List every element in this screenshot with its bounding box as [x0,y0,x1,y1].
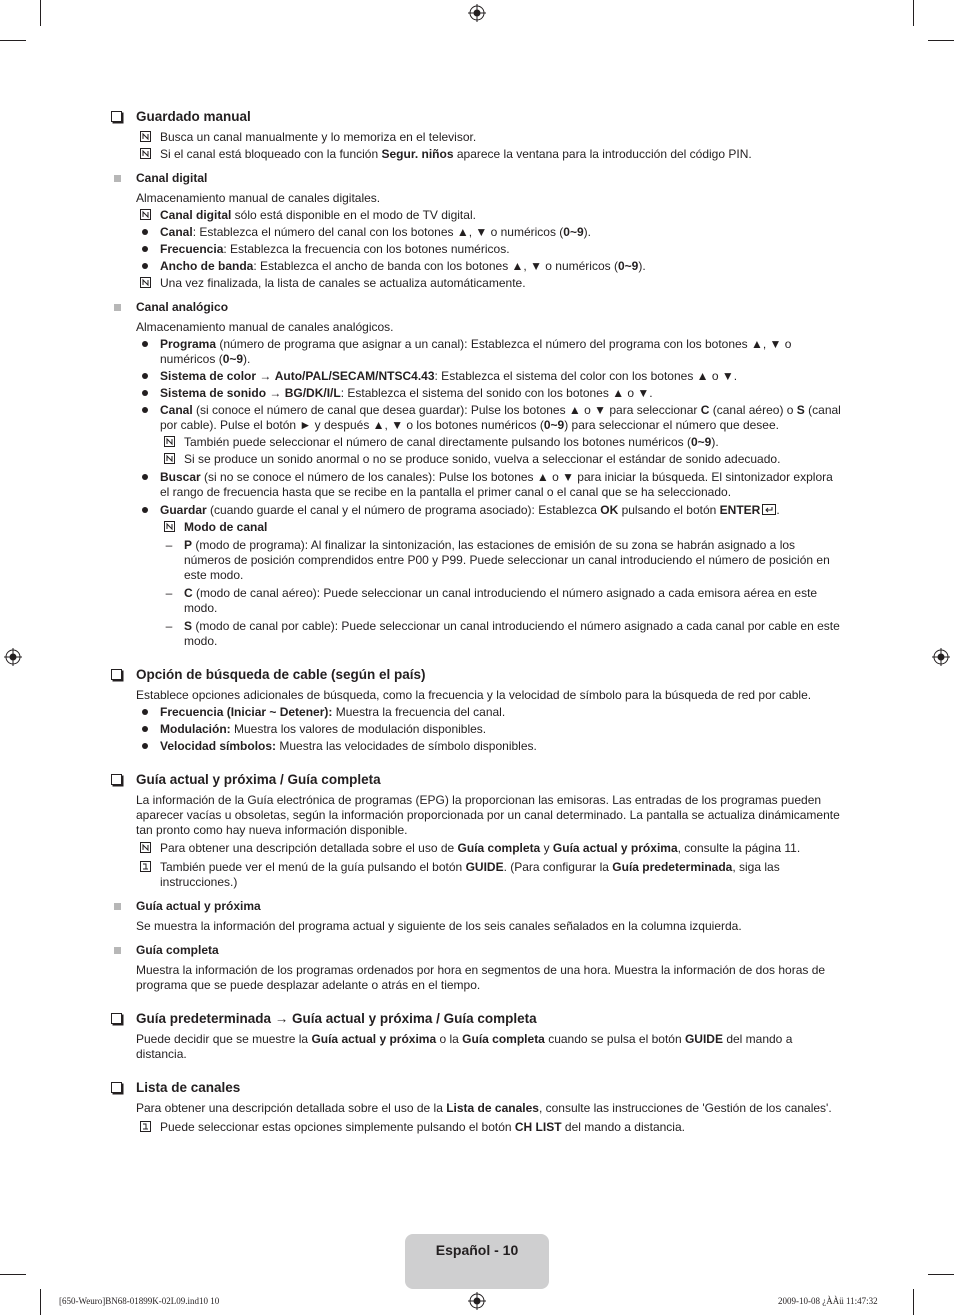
tip-item: También puede ver el menú de la guía pulsando el botón GUIDE. (Para configurar la Guía predeterminada, siga las instrucciones.) [110,860,845,890]
note-item: Si se produce un sonido anormal o no se produce sonido, vuelva a seleccionar el estándar de sonido adecuado. [110,452,845,467]
checkbox-bullet-icon [111,1082,122,1093]
crop-mark [0,40,26,41]
checkbox-bullet-icon [111,1013,122,1024]
bullet-icon [142,373,148,379]
note-icon [164,521,175,532]
crop-mark [928,1274,954,1275]
dash-item: – S (modo de canal por cable): Puede seleccionar un canal introduciendo el número asignado a cada canal por cable en este modo. [110,619,845,649]
page-number-tab: Español - 10 [405,1234,549,1289]
note-item: Si el canal está bloqueado con la función Segur. niños aparece la ventana para la introducción del código PIN. [110,147,845,162]
note-icon [140,209,151,220]
dash-item: – P (modo de programa): Al finalizar la sintonización, las estaciones de emisión de su zona se habrán asignado a los números de posición comprendidos entre P00 y P99. Puede seleccionar un canal introduciendo el número de posición en este modo. [110,538,845,583]
bullet-item: Frecuencia (Iniciar ~ Detener): Muestra la frecuencia del canal. [110,705,845,720]
paragraph: Establece opciones adicionales de búsqueda, como la frecuencia y la velocidad de símbolo para la búsqueda de red por cable. [136,688,812,702]
note-icon [140,131,151,142]
crop-mark [913,0,914,26]
note-icon [164,453,175,464]
section-heading: Guardado manual [110,108,845,125]
bullet-icon [142,263,148,269]
crop-mark [913,1289,914,1315]
square-bullet-icon [114,175,121,182]
paragraph: La información de la Guía electrónica de programas (EPG) la proporcionan las emisoras. Las entradas de los programas pueden aparecer vacías u obsoletas, según la información proporcionada por un canal determinado. La pantalla se actualiza dinámicamente tan pronto como hay nueva información disponible. [136,793,840,837]
registration-mark-icon [932,648,950,666]
footer-file-info: [650-Weuro]BN68-01899K-02L09.ind10 10 [59,1296,220,1306]
section-heading: Opción de búsqueda de cable (según el país) [110,666,845,683]
note-icon [164,436,175,447]
bullet-icon [142,246,148,252]
bullet-icon [142,726,148,732]
subsection-heading: Guía actual y próxima [110,899,845,914]
registration-mark-icon [468,1292,486,1310]
footer-timestamp: 2009-10-08 ¿ÀÀü 11:47:32 [778,1296,878,1306]
bullet-item: Sistema de sonido → BG/DK/I/L: Establezca el sistema del sonido con los botones ▲ o ▼. [110,386,845,401]
note-item: Busca un canal manualmente y lo memoriza en el televisor. [110,130,845,145]
note-icon [140,842,151,853]
bullet-icon [142,743,148,749]
crop-mark [40,1289,41,1315]
section-heading: Lista de canales [110,1079,845,1096]
bullet-item: Modulación: Muestra los valores de modulación disponibles. [110,722,845,737]
note-item: También puede seleccionar el número de canal directamente pulsando los botones numéricos (0~9). [110,435,845,450]
subsection-heading: Guía completa [110,943,845,958]
checkbox-bullet-icon [111,669,122,680]
enter-icon [762,504,776,515]
tool-note-icon [140,1121,151,1132]
registration-mark-icon [4,648,22,666]
section-heading: Guía actual y próxima / Guía completa [110,771,845,788]
bullet-item: Ancho de banda: Establezca el ancho de banda con los botones ▲, ▼ o numéricos (0~9). [110,259,845,274]
bullet-item: Programa (número de programa que asignar a un canal): Establezca el número del programa con los botones ▲, ▼ o numéricos (0~9). [110,337,845,367]
bullet-item: Frecuencia: Establezca la frecuencia con los botones numéricos. [110,242,845,257]
bullet-icon [142,407,148,413]
tip-item: Puede seleccionar estas opciones simplemente pulsando el botón CH LIST del mando a distancia. [110,1120,845,1135]
dash-icon: – [165,619,173,633]
subsection-heading: Canal digital [110,171,845,186]
checkbox-bullet-icon [111,111,122,122]
dash-icon: – [165,586,173,600]
registration-mark-icon [468,4,486,22]
note-icon [140,148,151,159]
bullet-icon [142,474,148,480]
paragraph: Almacenamiento manual de canales analógicos. [136,320,394,334]
bullet-item: Guardar (cuando guarde el canal y el número de programa asociado): Establezca OK pulsando el botón ENTER . [110,503,845,518]
crop-mark [928,40,954,41]
note-icon [140,277,151,288]
note-item: Modo de canal [110,520,845,535]
bullet-item: Buscar (si no se conoce el número de los canales): Pulse los botones ▲ o ▼ para iniciar la búsqueda. El sintonizador explora el rango de frecuencia hasta que se recibe en la pantalla el primer canal o el canal que se ha seleccionado. [110,470,845,500]
square-bullet-icon [114,903,121,910]
square-bullet-icon [114,947,121,954]
bullet-item: Canal: Establezca el número del canal con los botones ▲, ▼ o numéricos (0~9). [110,225,845,240]
paragraph: Puede decidir que se muestre la Guía actual y próxima o la Guía completa cuando se pulsa el botón GUIDE del mando a distancia. [136,1032,793,1061]
paragraph: Se muestra la información del programa actual y siguiente de los seis canales señalados en la columna izquierda. [136,919,742,933]
dash-item: – C (modo de canal aéreo): Puede seleccionar un canal introduciendo el número asignado a cada emisora aérea en este modo. [110,586,845,616]
note-item: Una vez finalizada, la lista de canales se actualiza automáticamente. [110,276,845,291]
crop-mark [40,0,41,26]
bullet-icon [142,390,148,396]
paragraph: Muestra la información de los programas ordenados por hora en segmentos de una hora. Muestra la información de dos horas de programa que se puede desplazar adelante o atrás en el tiempo. [136,963,826,992]
note-item: Para obtener una descripción detallada sobre el uso de Guía completa y Guía actual y próxima, consulte la página 11. [110,841,845,856]
bullet-item: Velocidad símbolos: Muestra las velocidades de símbolo disponibles. [110,739,845,754]
square-bullet-icon [114,304,121,311]
paragraph: Almacenamiento manual de canales digitales. [136,191,381,205]
page-content [110,108,845,1135]
note-item: Canal digital sólo está disponible en el modo de TV digital. [110,208,845,223]
bullet-item: Sistema de color → Auto/PAL/SECAM/NTSC4.43: Establezca el sistema del color con los botones ▲ o ▼. [110,369,845,384]
bullet-icon [142,709,148,715]
tool-note-icon [140,861,151,872]
bullet-icon [142,341,148,347]
subsection-heading: Canal analógico [110,300,845,315]
paragraph: Para obtener una descripción detallada sobre el uso de la Lista de canales, consulte las instrucciones de 'Gestión de los canales'. [136,1101,832,1115]
bullet-icon [142,507,148,513]
bullet-icon [142,229,148,235]
crop-mark [0,1274,26,1275]
section-heading: Guía predeterminada → Guía actual y próxima / Guía completa [110,1010,845,1027]
checkbox-bullet-icon [111,774,122,785]
bullet-item: Canal (si conoce el número de canal que desea guardar): Pulse los botones ▲ o ▼ para seleccionar C (canal aéreo) o S (canal por cable). Pulse el botón ► y después ▲, ▼ o los botones numéricos (0~9) para seleccionar el número que desee. [110,403,845,433]
dash-icon: – [165,538,173,552]
